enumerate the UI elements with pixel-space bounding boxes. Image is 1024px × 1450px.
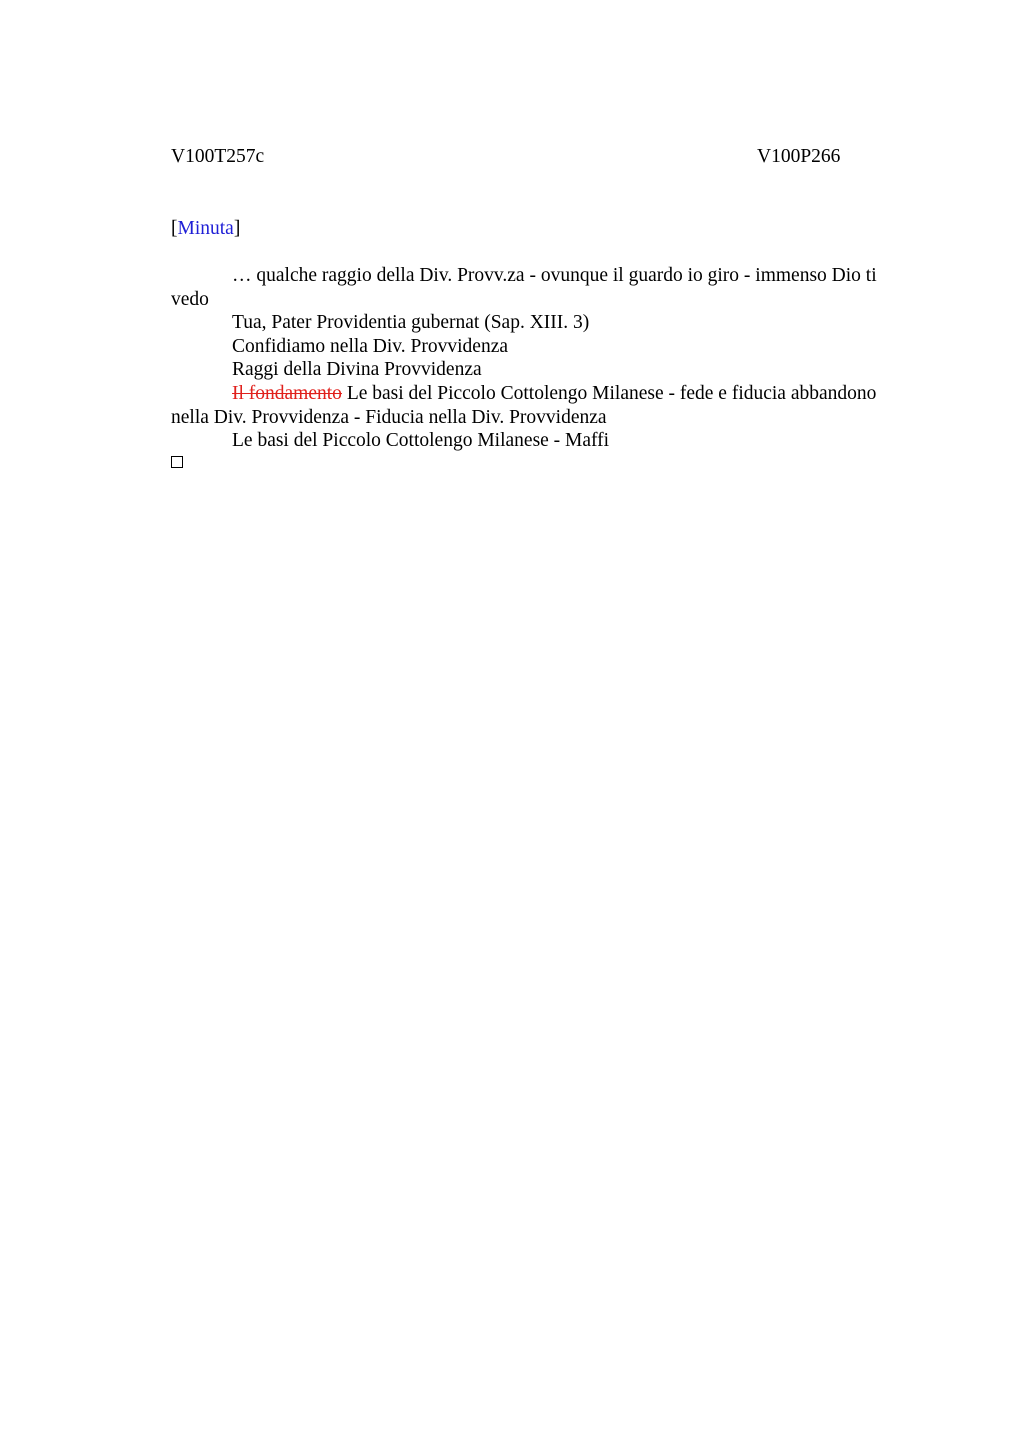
square-outline-icon bbox=[171, 456, 183, 468]
deleted-text: Il fondamento bbox=[232, 382, 342, 404]
paragraph-text: … qualche raggio della Div. Provv.za - ovunque il guardo io giro - immenso Dio ti vedo bbox=[171, 265, 877, 310]
close-bracket: ] bbox=[233, 218, 241, 239]
document-header bbox=[171, 145, 919, 171]
paragraph-3 bbox=[171, 335, 919, 359]
paragraph-1 bbox=[171, 264, 919, 311]
document-code-right: V100P266 bbox=[757, 146, 841, 167]
paragraph-4 bbox=[171, 358, 919, 382]
open-bracket: [ bbox=[171, 218, 178, 239]
section-label-text: Minuta bbox=[177, 218, 234, 239]
paragraph-6 bbox=[171, 429, 919, 453]
document-body bbox=[171, 264, 919, 453]
document-page bbox=[171, 145, 919, 468]
paragraph-5 bbox=[171, 382, 919, 429]
paragraph-2 bbox=[171, 311, 919, 335]
paragraph-text: Le basi del Piccolo Cottolengo Milanese - Maffi bbox=[232, 430, 610, 452]
paragraph-text: Le basi del Piccolo Cottolengo Milanese - fede e fiducia abbandono nella Div. Provvidenza - Fiducia nella Div. Provvidenza bbox=[171, 382, 877, 428]
section-label bbox=[171, 217, 919, 241]
paragraph-text: Confidiamo nella Div. Provvidenza bbox=[232, 335, 509, 357]
document-code-left: V100T257c bbox=[171, 146, 265, 167]
paragraph-text: Tua, Pater Providentia gubernat (Sap. XIII. 3) bbox=[232, 312, 590, 334]
paragraph-text: Raggi della Divina Provvidenza bbox=[232, 359, 482, 381]
